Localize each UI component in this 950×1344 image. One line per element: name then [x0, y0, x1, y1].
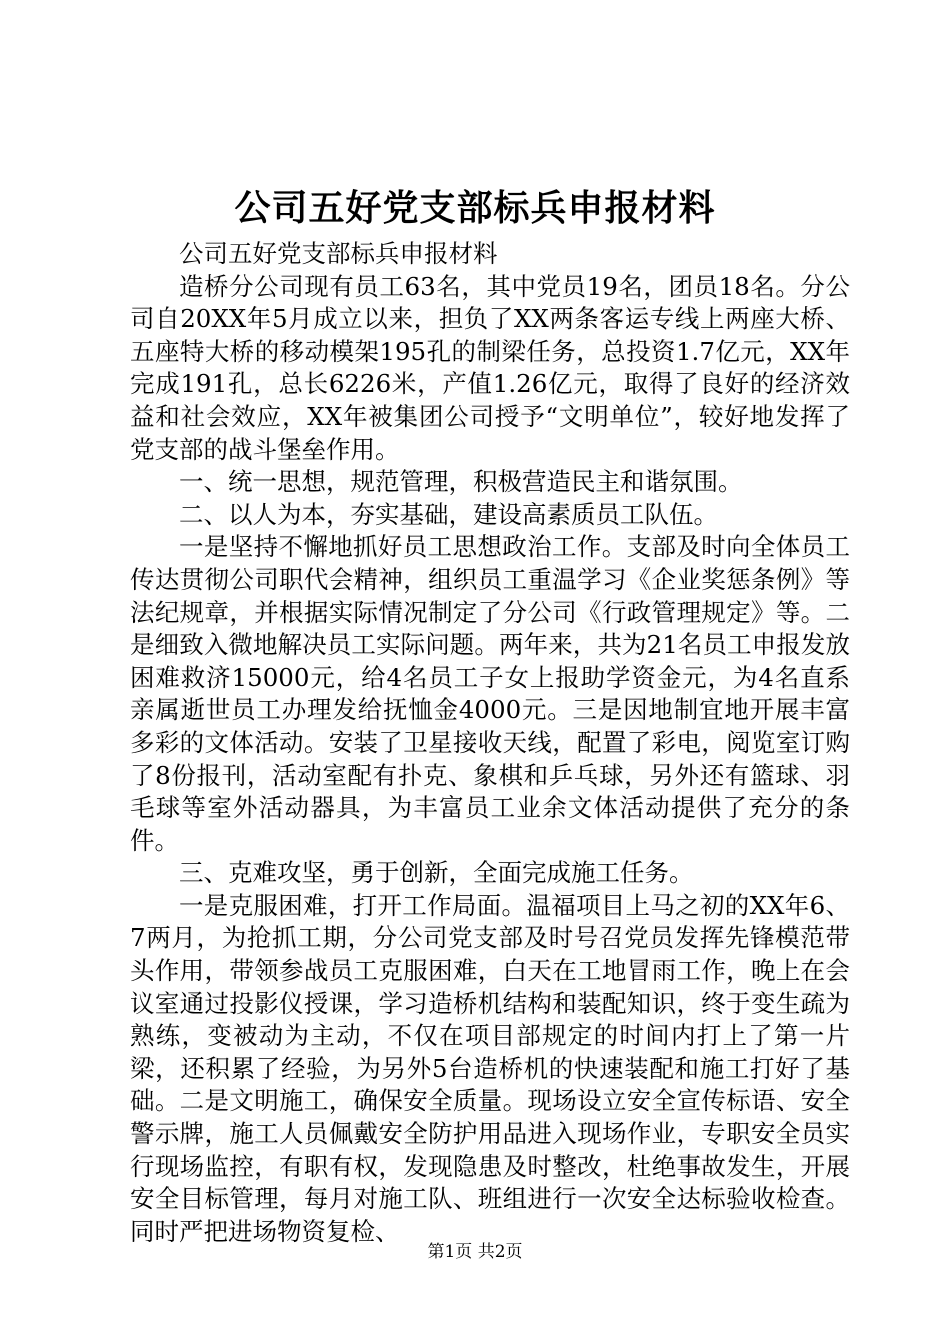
paragraph-section-2: 二、以人为本，夯实基础，建设高素质员工队伍。 [179, 499, 718, 529]
paragraph-intro: 造桥分公司现有员工63名，其中党员19名，团员18名。分公司自20XX年5月成立以来，担负了XX两条客运专线上两座大桥、五座特大桥的移动模架195孔的制梁任务，总投资1.7亿元，XX年完成191孔，总长6226米，产值1.26亿元，取得了良好的经济效益和社会效应，XX年被集团公司授予“文明单位”，较好地发挥了党支部的战斗堡垒作用。 [130, 271, 850, 464]
page-number-footer: 第1页 共2页 [427, 1242, 523, 1262]
paragraph-section-3: 三、克难攻坚，勇于创新，全面完成施工任务。 [179, 858, 694, 888]
document-title: 公司五好党支部标兵申报材料 [234, 187, 716, 229]
paragraph-subtitle: 公司五好党支部标兵申报材料 [179, 239, 498, 268]
document-body [130, 238, 850, 1248]
paragraph-section-2-details: 一是坚持不懈地抓好员工思想政治工作。支部及时向全体员工传达贯彻公司职代会精神，组织员工重温学习《企业奖惩条例》等法纪规章，并根据实际情况制定了分公司《行政管理规定》等。二是细致入微地解决员工实际问题。两年来，共为21名员工申报发放困难救济15000元，给4名员工子女上报助学资金元，为4名直系亲属逝世员工办理发给抚恤金4000元。三是因地制宜地开展丰富多彩的文体活动。安装了卫星接收天线，配置了彩电，阅览室订购了8份报刊，活动室配有扑克、象棋和乒乓球，另外还有篮球、羽毛球等室外活动器具，为丰富员工业余文体活动提供了充分的条件。 [130, 532, 850, 855]
paragraph-section-3-details: 一是克服困难，打开工作局面。温福项目上马之初的XX年6、7两月，为抢抓工期，分公司党支部及时号召党员发挥先锋模范带头作用，带领参战员工克服困难，白天在工地冒雨工作，晚上在会议室通过投影仪授课，学习造桥机结构和装配知识，终于变生疏为熟练，变被动为主动，不仅在项目部规定的时间内打上了第一片梁，还积累了经验，为另外5台造桥机的快速装配和施工打好了基础。二是文明施工，确保安全质量。现场设立安全宣传标语、安全警示牌，施工人员佩戴安全防护用品进入现场作业，专职安全员实行现场监控，有职有权，发现隐患及时整改，杜绝事故发生，开展安全目标管理，每月对施工队、班组进行一次安全达标验收检查。同时严把进场物资复检、 [130, 890, 850, 1246]
paragraph-section-1: 一、统一思想，规范管理，积极营造民主和谐氛围。 [179, 467, 743, 497]
